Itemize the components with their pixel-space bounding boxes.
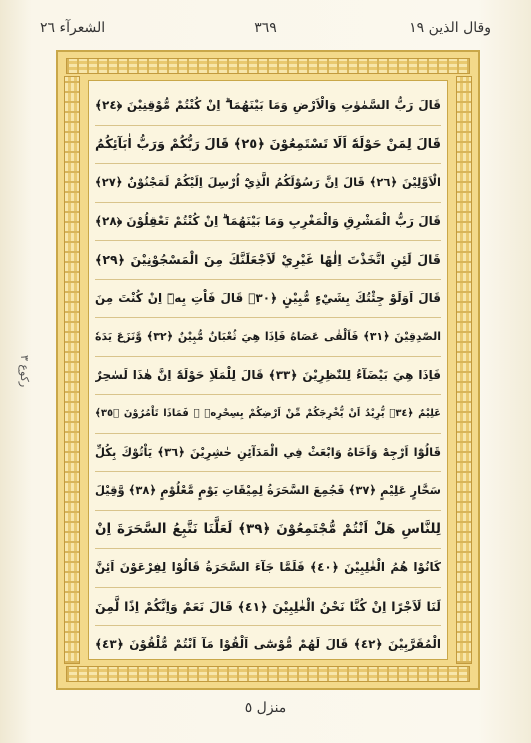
juz-label: وقال الذين ١٩ [409, 20, 491, 36]
ornamental-frame [56, 50, 480, 690]
verse-line: الْمُقَرَّبِيْنَ ﴿٤٢﴾ قَالَ لَهُمْ مُّوْسٰٓى اَلْقُوْا مَآ اَنْتُمْ مُّلْقُوْنَ ﴿٤٣﴾ [95, 637, 441, 651]
verse-line: سَحَّارٍ عَلِيْمٍ ﴿٣٧﴾ فَجُمِعَ السَّحَرَةُ لِمِيْقَاتِ يَوْمٍ مَّعْلُوْمٍ ﴿٣٨﴾ وَّقِيْلَ [95, 472, 441, 511]
page-header [40, 20, 491, 46]
surah-label: الشعرآء ٢٦ [40, 20, 106, 36]
border-pattern-bottom [66, 666, 470, 682]
verse-line: قَالَ لَئِنِ اتَّخَذْتَ اِلٰهًا غَيْرِيْ لَاَجْعَلَنَّكَ مِنَ الْمَسْجُوْنِيْنَ ﴿٢٩﴾ [95, 241, 441, 280]
verse-line: قَالَ لِمَنْ حَوْلَهٗٓ اَلَا تَسْتَمِعُوْنَ ﴿٢٥﴾ قَالَ رَبُّكُمْ وَرَبُّ اٰبَآئِكُمُ [95, 126, 441, 165]
border-pattern-right [456, 76, 472, 664]
verse-line: قَالَ رَبُّ الْمَشْرِقِ وَالْمَغْرِبِ وَمَا بَيْنَهُمَا ۗ اِنْ كُنْتُمْ تَعْقِلُوْنَ ﴿٢٨﴾ [95, 203, 441, 242]
border-pattern-top [66, 58, 470, 74]
verse-text-area [88, 80, 448, 660]
ruku-marker: رکوع ٣ [18, 355, 31, 388]
verse-line: لِلنَّاسِ هَلْ اَنْتُمْ مُّجْتَمِعُوْنَ ﴿٣٩﴾ لَعَلَّنَا نَتَّبِعُ السَّحَرَةَ اِنْ [95, 511, 441, 550]
verse-line: فَاِذَا هِيَ بَيْضَآءُ لِلنّٰظِرِيْنَ ﴿٣٣﴾ قَالَ لِلْمَلَاِ حَوْلَهٗٓ اِنَّ هٰذَا لَسٰحِرٌ [95, 357, 441, 396]
verse-line: قَالَ رَبُّ السَّمٰوٰتِ وَالْاَرْضِ وَمَا بَيْنَهُمَا ۗ اِنْ كُنْتُمْ مُّوْقِنِيْنَ ﴿٢٤﴾ [95, 87, 441, 126]
verse-line: قَالَ اَوَلَوْ جِئْتُكَ بِشَيْءٍ مُّبِيْنٍ ﴿٣٠﴾ قَالَ فَاْتِ بِهٖٓ اِنْ كُنْتَ مِنَ [95, 280, 441, 319]
verse-line: الْاَوَّلِيْنَ ﴿٢٦﴾ قَالَ اِنَّ رَسُوْلَكُمُ الَّذِيْٓ اُرْسِلَ اِلَيْكُمْ لَمَجْنُوْنٌ ﴿٢٧﴾ [95, 164, 441, 203]
page-number: ٣٦٩ [254, 20, 277, 36]
verse-line: لَنَا لَاَجْرًا اِنْ كُنَّا نَحْنُ الْغٰلِبِيْنَ ﴿٤١﴾ قَالَ نَعَمْ وَاِنَّكُمْ اِذًا لَّمِنَ [95, 588, 441, 627]
verse-line: كَانُوْا هُمُ الْغٰلِبِيْنَ ﴿٤٠﴾ فَلَمَّا جَآءَ السَّحَرَةُ قَالُوْا لِفِرْعَوْنَ اَئِنَّ [95, 549, 441, 588]
verse-line: الصّٰدِقِيْنَ ﴿٣١﴾ فَاَلْقٰى عَصَاهُ فَاِذَا هِيَ ثُعْبَانٌ مُّبِيْنٌ ﴿٣٢﴾ وَّنَزَعَ يَدَهٗ [95, 318, 441, 357]
border-pattern-left [64, 76, 80, 664]
manzil-label: منزل ٥ [244, 700, 287, 716]
verse-line: قَالُوْٓا اَرْجِهْ وَاَخَاهُ وَابْعَثْ فِي الْمَدَآئِنِ حٰشِرِيْنَ ﴿٣٦﴾ يَاْتُوْكَ بِكُلِّ [95, 434, 441, 473]
verse-line: عَلِيْمٌ ﴿٣٤﴾ يُّرِيْدُ اَنْ يُّخْرِجَكُمْ مِّنْ اَرْضِكُمْ بِسِحْرِهٖ ۖ فَمَاذَا تَاْمُرُوْنَ ﴿٣٥﴾ [95, 395, 441, 434]
